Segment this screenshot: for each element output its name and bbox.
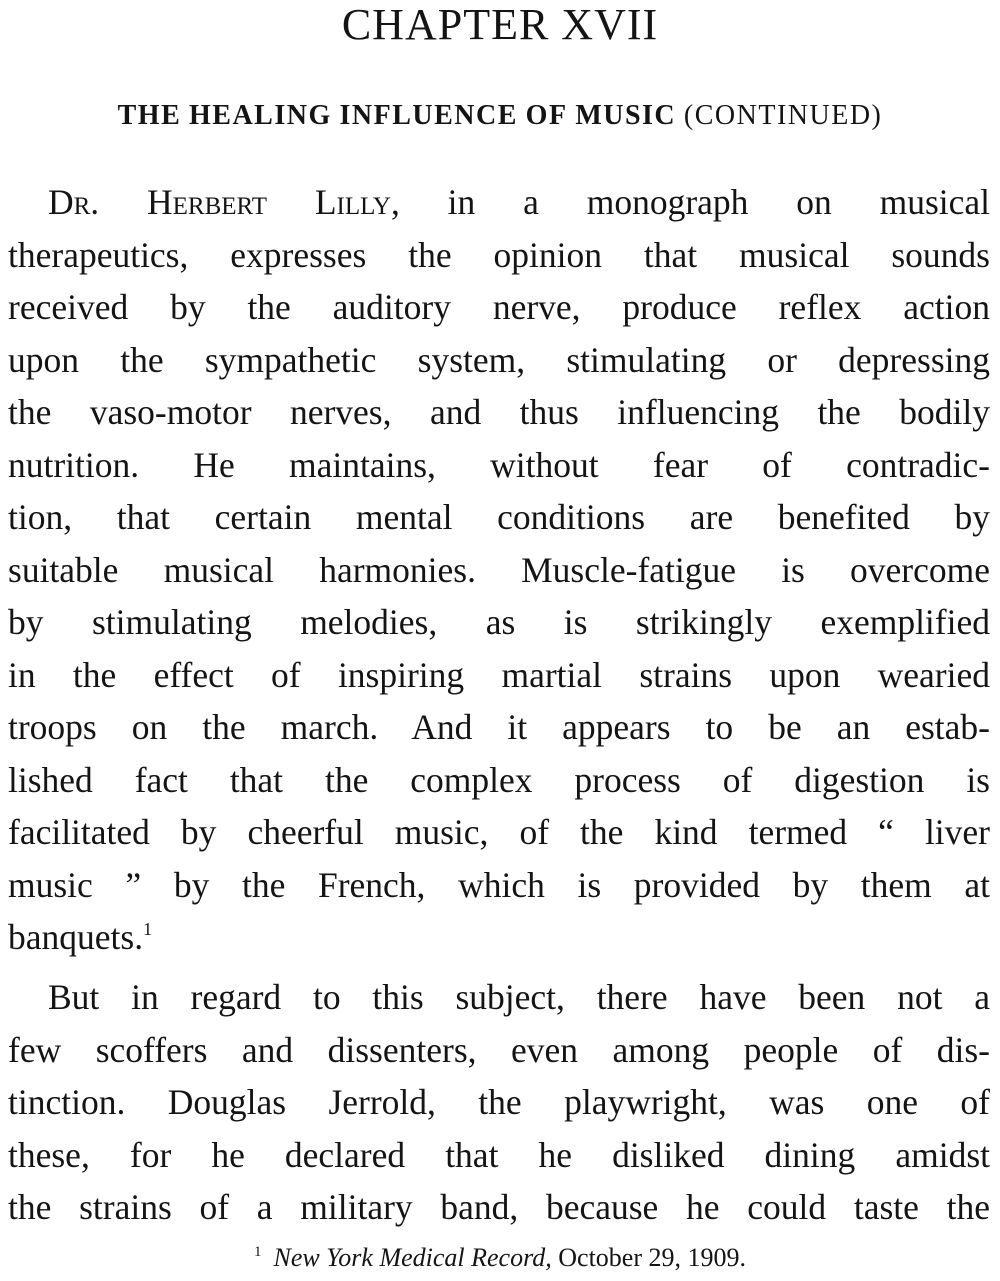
footnote-date: October 29, 1909.	[551, 1243, 746, 1272]
text-line: the vaso-motor nerves, and thus influencing the bodily	[8, 392, 990, 432]
text-line: lished fact that the complex process of digestion is	[8, 759, 990, 800]
text-line: by stimulating melodies, as is strikingly exemplified	[8, 602, 990, 642]
text-line	[8, 176, 990, 229]
subtitle-word: HEALING	[189, 100, 332, 131]
text-line: upon the sympathetic system, stimulating or depressing	[8, 339, 990, 380]
subtitle-word: OF	[525, 100, 568, 131]
text-line: But in regard to this subject, there have been not a	[48, 977, 990, 1017]
chapter-heading: CHAPTER XVII	[341, 0, 659, 49]
text-line	[8, 911, 990, 964]
footnote-reference[interactable]: 1	[143, 919, 153, 939]
footnote	[0, 1240, 1000, 1276]
text-line: the strains of a military band, because he could taste the	[8, 1187, 990, 1227]
footnote-source: New York Medical Record,	[273, 1243, 552, 1272]
chapter-subtitle	[0, 100, 1000, 133]
subtitle-word: THE	[117, 100, 182, 131]
paragraph-2	[8, 971, 990, 1234]
footnote-marker: 1	[253, 1244, 262, 1260]
text-line: troops on the march. And it appears to be an estab-	[8, 707, 990, 747]
text-line: tion, that certain mental conditions are benefited by	[8, 497, 990, 537]
text-line: facilitated by cheerful music, of the kind termed “ liver	[8, 812, 990, 852]
text-line: nutrition. He maintains, without fear of contradic-	[8, 444, 990, 485]
author-name: Dr. Herbert Lilly,	[48, 182, 400, 222]
paragraph-1	[8, 176, 990, 964]
text-line: suitable musical harmonies. Muscle-fatigue is overcome	[8, 549, 990, 590]
text-line: music ” by the French, which is provided by them at	[8, 864, 990, 905]
text-line: received by the auditory nerve, produce reflex action	[8, 287, 990, 327]
text-line: these, for he declared that he disliked dining amidst	[8, 1134, 990, 1175]
line-text: banquets.	[8, 917, 144, 957]
text-line: few scoffers and dissenters, even among people of dis-	[8, 1029, 990, 1070]
text-line: therapeutics, expresses the opinion that musical sounds	[8, 234, 990, 275]
subtitle-word: MUSIC	[575, 100, 677, 131]
text-line: in the effect of inspiring martial strains upon wearied	[8, 654, 990, 695]
line-text: in a monograph on musical	[399, 182, 990, 222]
text-line: tinction. Douglas Jerrold, the playwright, was one of	[8, 1082, 990, 1122]
subtitle-word: INFLUENCE	[339, 100, 518, 131]
subtitle-continued: (CONTINUED)	[683, 100, 883, 131]
